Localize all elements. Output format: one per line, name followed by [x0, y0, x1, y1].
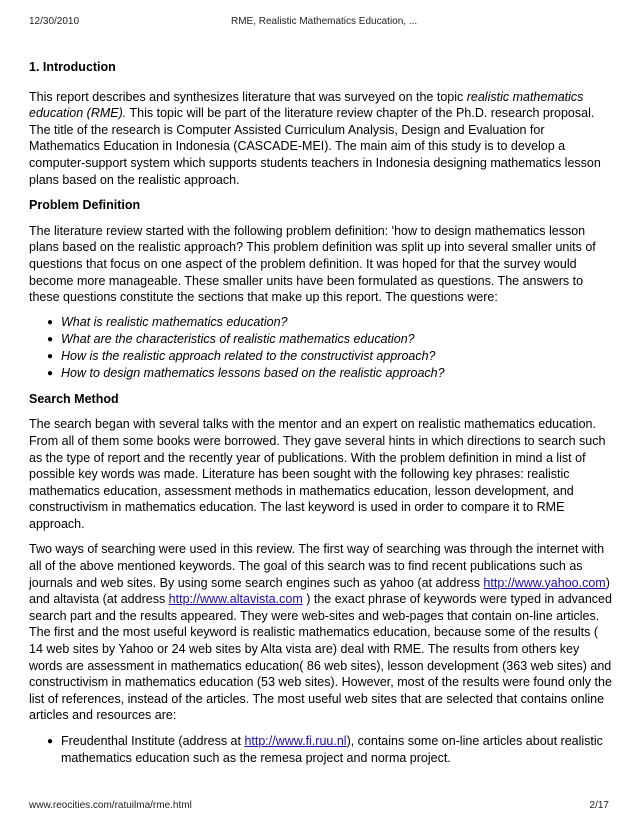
list-item: ● How to design mathematics lessons based on the realistic approach?	[47, 365, 445, 380]
section-heading-search-method: Search Method	[29, 391, 119, 406]
list-item: ● Freudenthal Institute (address at http://www.fi.ruu.nl), contains some on-line articles about realistic mathematics education such as the remesa project and norma project.	[47, 734, 603, 765]
freudenthal-link[interactable]: http://www.fi.ruu.nl	[244, 734, 347, 748]
intro-text-b: This topic will be part of the literature review chapter of the Ph.D. research proposal. The title of the research is Computer Assisted Curriculum Analysis, Design and Evaluation for Mathematics Education in Indonesia (CASCADE-MEI). The main aim of this study is to develop a computer-support system which supports students teachers in Indonesia designing mathematics lesson plans based on the realistic approach.	[29, 106, 601, 187]
page-number: 2/17	[589, 800, 609, 811]
bullet-icon: ●	[47, 350, 54, 362]
source-url: www.reocities.com/ratuilma/rme.html	[29, 800, 192, 811]
bullet-icon: ●	[47, 316, 54, 328]
altavista-link[interactable]: http://www.altavista.com	[168, 592, 303, 607]
page-header	[0, 16, 638, 30]
document-title: RME, Realistic Mathematics Education, ...	[231, 16, 418, 27]
bullet-icon: ●	[47, 333, 54, 345]
problem-paragraph: The literature review started with the following problem definition: 'how to design mathematics lesson plans based on the realistic approach? This problem definition was split up into several smaller units of questions that focus on one aspect of the problem definition. It was hoped for that the survey would become more manageable. These smaller units have been formulated as questions. The answers to these questions constitute the sections that make up this report. The questions were:	[29, 223, 596, 305]
list-item: ● What are the characteristics of realistic mathematics education?	[47, 331, 415, 346]
bullet-icon: ●	[47, 367, 54, 379]
search-paragraph-2: Two ways of searching were used in this review. The first way of searching was through the internet with all of the above mentioned keywords. The goal of this search was to find recent publications such as journals and web sites. By using some search engines such as yahoo (at address http://www.yahoo.com) and altavista (at address http://www.altavista.com ) the exact phrase of keywords were typed in advanced search part and the results appeared. They were web-sites and web-pages that contain on-line articles. The first and the most useful keyword is realistic mathematics education, because some of the results ( 14 web sites by Yahoo or 24 web sites by Alta vista are) deal with RME. The results from others key words are assessment in mathematics education( 86 web sites), lesson development (363 web sites) and constructivism in mathematics education (53 web sites). However, most of the results were found only the list of references, instead of the articles. The most useful web sites that are selected that contains online articles and resources are:	[29, 542, 612, 723]
question-list	[47, 314, 614, 382]
bullet-icon: ●	[47, 736, 54, 747]
page-footer	[0, 800, 638, 814]
intro-topic-emphasis: realistic mathematics education (RME).	[29, 89, 584, 121]
search-paragraph-1: The search began with several talks with the mentor and an expert on realistic mathematics education. From all of them some books were borrowed. They gave several hints in which directions to search such as the type of report and the recently year of publications. With the problem definition in mind a list of possible key words was made. Literature has been sought with the following key phrases: realistic mathematics education, assessment methods in mathematics education, lesson development, and constructivism in mathematics education. The last keyword is used in order to compare it to RME approach.	[29, 417, 606, 531]
document-body	[29, 59, 614, 767]
section-heading-problem-definition: Problem Definition	[29, 198, 141, 213]
resource-list	[47, 733, 614, 767]
section-heading-introduction: 1. Introduction	[29, 60, 116, 74]
list-item: ● How is the realistic approach related to the constructivist approach?	[47, 348, 436, 363]
yahoo-link[interactable]: http://www.yahoo.com	[483, 575, 606, 590]
intro-paragraph	[29, 89, 614, 189]
print-date: 12/30/2010	[29, 16, 80, 27]
intro-text-a: This report describes and synthesizes literature that was surveyed on the topic	[29, 89, 467, 104]
list-item: ● What is realistic mathematics education?	[47, 314, 288, 329]
